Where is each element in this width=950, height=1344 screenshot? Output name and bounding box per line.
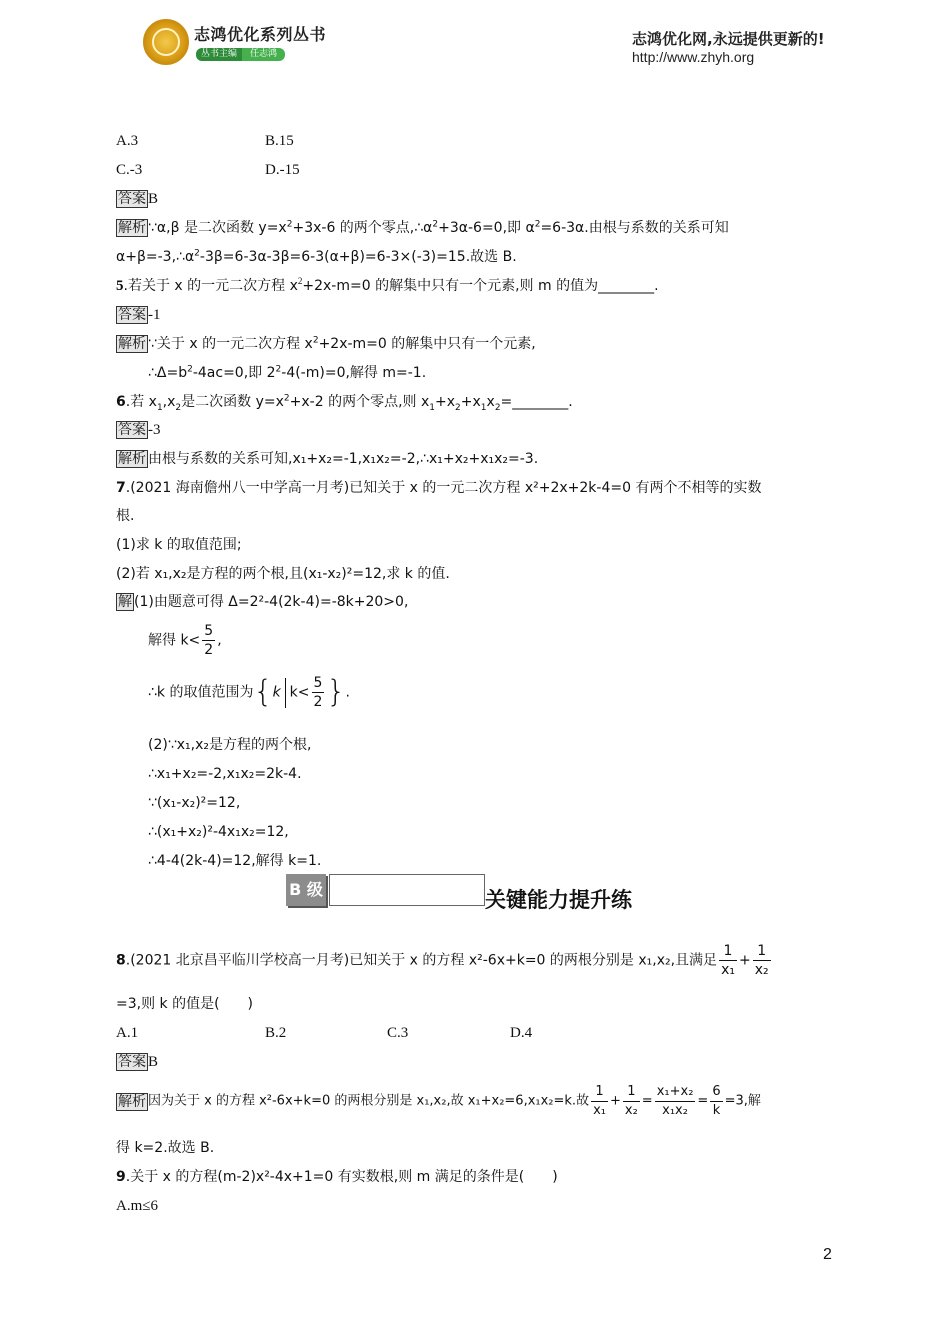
analysis-tag: 解析: [118, 336, 146, 352]
site-slogan: 志鸿优化网,永远提供更新的!: [632, 30, 825, 48]
q5-answer-value: -1: [148, 307, 161, 323]
q8-analysis-text: =3,解: [724, 1093, 761, 1109]
q6-analysis-text: 由根与系数的关系可知,x₁+x₂=-1,x₁x₂=-2,∴x₁+x₂+x₁x₂=-3.: [148, 451, 539, 467]
q7-solution-text: (1)由题意可得 Δ=2²-4(2k-4)=-8k+20>0,: [134, 594, 409, 610]
q7-stem-text: .(2021 海南儋州八一中学高一月考)已知关于 x 的一元二次方程 x²+2x+2k-4=0 有两个不相等的实数: [125, 480, 762, 496]
q6-answer-value: -3: [148, 422, 161, 438]
q7-solution-line1: [116, 592, 408, 612]
fraction: [655, 1083, 696, 1120]
q6-stem-text: =________.: [500, 394, 573, 410]
q9-stem: [116, 1167, 558, 1187]
q4-option-a: A.3: [116, 133, 139, 149]
q6-stem-text: +x: [435, 394, 456, 410]
level-blank-box: [329, 874, 485, 906]
fraction-numerator: 1: [591, 1083, 608, 1102]
answer-tag: 答案: [118, 422, 146, 438]
q6-stem: 6.若 $x_1,x_2$是二次函数 $y=x^2+x-2$ 的两个零点,则 $x_1+x_2+x_1x_2=\_\_\_\_\_\_\_\_$.: [116, 393, 573, 413]
left-brace: {: [253, 674, 273, 710]
q6-analysis: [116, 449, 538, 469]
set-condition: k<: [289, 684, 310, 701]
site-url[interactable]: http://www.zhyh.org: [632, 49, 755, 65]
q5-stem-text: +2x-m=0 的解集中只有一个元素,则 m 的值为________.: [302, 278, 659, 294]
level-badge: B 级: [286, 874, 326, 906]
q4-option-b: B.15: [265, 133, 294, 149]
q6-stem-text: x: [486, 394, 495, 410]
q7-stem-line2: 根.: [116, 508, 135, 524]
q6-stem-text: +x: [460, 394, 481, 410]
analysis-tag: 解析: [118, 451, 146, 467]
q6-stem-text: 是二次函数 y=x: [181, 394, 284, 410]
q5-analysis-line2: $\therefore\Delta=b^2-4ac=0$,即 $2^2-4(-m)=0$,解得 m=-1.: [148, 364, 427, 381]
q6-number: 6: [116, 394, 126, 410]
q8-option-a: A.1: [116, 1025, 139, 1041]
analysis-tag: 解析: [118, 1093, 146, 1110]
q5-answer: [116, 305, 161, 325]
q7-solution-text: 解得 k<: [148, 632, 201, 649]
solution-tag: 解: [118, 594, 132, 610]
q8-answer-value: B: [148, 1054, 159, 1070]
answer-tag: 答案: [118, 1054, 146, 1070]
q4-analysis-text: α+β=-3,∴α: [116, 249, 195, 265]
fraction: [591, 1083, 608, 1120]
q5-analysis-text: -4ac=0,即 2: [192, 365, 276, 381]
q8-analysis-line2: 得 k=2.故选 B.: [116, 1140, 215, 1156]
series-title: 志鸿优化系列丛书: [194, 25, 327, 44]
q8-answer: [116, 1052, 158, 1072]
q5-analysis-text: -4(-m)=0,解得 m=-1.: [281, 365, 427, 381]
fraction-denominator: 2: [313, 694, 323, 710]
right-brace: }: [326, 674, 346, 710]
q4-analysis-line2: $\alpha+\beta=-3,\therefore\alpha^2-3\beta=6-3\alpha-3\beta=6-3(\alpha+\beta)=6-3\times(-3)=15$.故选 B.: [116, 248, 517, 265]
level-title: 关键能力提升练: [485, 888, 632, 912]
fraction-numerator: 1: [623, 1083, 640, 1102]
q9-stem-text: .关于 x 的方程(m-2)x²-4x+1=0 有实数根,则 m 满足的条件是( ): [125, 1169, 558, 1185]
q5-analysis-text: +2x-m=0 的解集中只有一个元素,: [318, 336, 536, 352]
set-separator: [285, 678, 286, 708]
q7-solution-line3: ∴k 的取值范围为{k k< $\frac{5}{2}$ }.: [148, 674, 350, 710]
fraction-numerator: 1: [719, 942, 737, 961]
page-number: 2: [823, 1246, 832, 1263]
q8-number: 8: [116, 952, 126, 969]
editor-credit: [196, 48, 285, 61]
fraction-denominator: x₁: [721, 962, 735, 978]
q9-number: 9: [116, 1169, 126, 1185]
fraction-denominator: x₂: [624, 1103, 638, 1118]
q4-answer: [116, 189, 158, 209]
q5-number: 5: [116, 278, 124, 294]
fraction: [623, 1083, 640, 1120]
q4-answer-value: B: [148, 191, 159, 207]
q4-analysis-line1: 解析 ∵α,β 是二次函数 $y=x^2+3x-6$ 的两个零点$,\therefore\alpha^2+3\alpha-6=0$,即 $\alpha^2=6-3\alpha$.由根与系数的关系可知: [118, 219, 729, 236]
q4-analysis-text: +3x-6 的两个零点,∴α: [292, 220, 433, 236]
q7-solution-text: ∴k 的取值范围为: [148, 684, 254, 701]
fraction: [312, 674, 325, 711]
fraction-denominator: 2: [204, 642, 214, 658]
q5-stem: 5.若关于 x 的一元二次方程 $x^2+2x-m=0$ 的解集中只有一个元素,则 m 的值为________.: [116, 276, 659, 294]
fraction: [719, 942, 737, 979]
fraction-numerator: 1: [753, 942, 771, 961]
q6-answer: [116, 420, 161, 440]
q8-option-b: B.2: [265, 1025, 287, 1041]
q7-solution-line6: ∵(x₁-x₂)²=12,: [148, 795, 241, 811]
set-variable: k: [272, 684, 281, 701]
q7-stem-line1: [116, 478, 761, 498]
answer-tag: 答案: [118, 191, 146, 207]
logo-emblem-icon: [152, 28, 180, 56]
q7-solution-line5: ∴x₁+x₂=-2,x₁x₂=2k-4.: [148, 766, 302, 782]
fraction-numerator: 5: [313, 675, 323, 691]
q4-option-d: D.-15: [265, 162, 300, 178]
q5-analysis-line1: 解析 ∵关于 x 的一元二次方程 $x^2+2x-m=0$ 的解集中只有一个元素,: [118, 335, 536, 352]
analysis-tag: 解析: [118, 220, 146, 236]
fraction-denominator: x₂: [754, 962, 769, 978]
q7-solution-line2: 解得 k< $\frac{5}{2}$ ,: [148, 623, 222, 658]
editor-label: 丛书主编: [196, 48, 242, 61]
q8-analysis-text: 因为关于 x 的方程 x²-6x+k=0 的两根分别是 x₁,x₂,故 x₁+x₂=6,x₁x₂=k.故: [148, 1093, 590, 1109]
q4-analysis-text: +3α-6=0,即 α: [438, 220, 535, 236]
q5-analysis-text: ∵关于 x 的一元二次方程 x: [148, 336, 313, 352]
q6-stem-text: ,x: [162, 394, 176, 410]
q8-option-c: C.3: [387, 1025, 409, 1041]
q7-solution-line8: ∴4-4(2k-4)=12,解得 k=1.: [148, 853, 322, 869]
answer-tag: 答案: [118, 307, 146, 323]
q7-solution-line4: (2)∵x₁,x₂是方程的两个根,: [148, 737, 312, 753]
q4-analysis-text: =6-3α.由根与系数的关系可知: [540, 220, 729, 236]
q4-analysis-text: ∵α,β 是二次函数 y=x: [148, 220, 287, 236]
q9-option-a: A.m≤6: [116, 1198, 158, 1214]
q4-analysis-text: -3β=6-3α-3β=6-3(α+β)=6-3×(-3)=15.故选 B.: [199, 249, 517, 265]
q8-stem-line1: 8.(2021 北京昌平临川学校高一月考)已知关于 x 的方程 x²-6x+k=0 的两根分别是 x₁,x₂,且满足 $\frac{1}{\text{x₁}}$ + $\frac{1}{\text{x₂}}$: [116, 943, 769, 978]
fraction-numerator: x₁+x₂: [655, 1083, 696, 1102]
q8-stem-text: .(2021 北京昌平临川学校高一月考)已知关于 x 的方程 x²-6x+k=0 的两根分别是 x₁,x₂,且满足: [125, 952, 718, 969]
publisher-logo: [143, 19, 189, 65]
fraction: [202, 622, 215, 659]
q7-number: 7: [116, 480, 126, 496]
q7-solution-line7: ∴(x₁+x₂)²-4x₁x₂=12,: [148, 824, 289, 840]
q6-stem-text: .若 x: [125, 394, 157, 410]
q7-part2: (2)若 x₁,x₂是方程的两个根,且(x₁-x₂)²=12,求 k 的值.: [116, 566, 450, 582]
q8-analysis-line1: 解析 因为关于 x 的方程 x²-6x+k=0 的两根分别是 x₁,x₂,故 x₁+x₂=6,x₁x₂=k.故 $\frac{1}{\text{x₁}}$ + $\frac{1}{\text{x₂}}$ = $\frac{\text{x₁+x₂}}{\text{x₁x₂}}$ = $\frac{6}{k}$ =3,解: [118, 1084, 761, 1118]
q8-option-d: D.4: [510, 1025, 533, 1041]
fraction-numerator: 6: [710, 1083, 722, 1102]
fraction-denominator: x₁x₂: [662, 1103, 688, 1118]
q6-stem-text: +x-2 的两个零点,则 x: [289, 394, 430, 410]
q5-stem-text: .若关于 x 的一元二次方程 x: [123, 278, 298, 294]
q4-option-c: C.-3: [116, 162, 143, 178]
q8-stem-line2: =3,则 k 的值是( ): [116, 996, 254, 1012]
fraction-denominator: x₁: [593, 1103, 606, 1118]
q7-part1: (1)求 k 的取值范围;: [116, 537, 242, 553]
fraction-denominator: k: [712, 1103, 721, 1118]
fraction-numerator: 5: [204, 623, 214, 639]
fraction: [753, 942, 771, 979]
editor-name: 任志鸿: [242, 48, 285, 61]
fraction: [710, 1083, 722, 1120]
q5-analysis-text: ∴Δ=b: [148, 365, 188, 381]
